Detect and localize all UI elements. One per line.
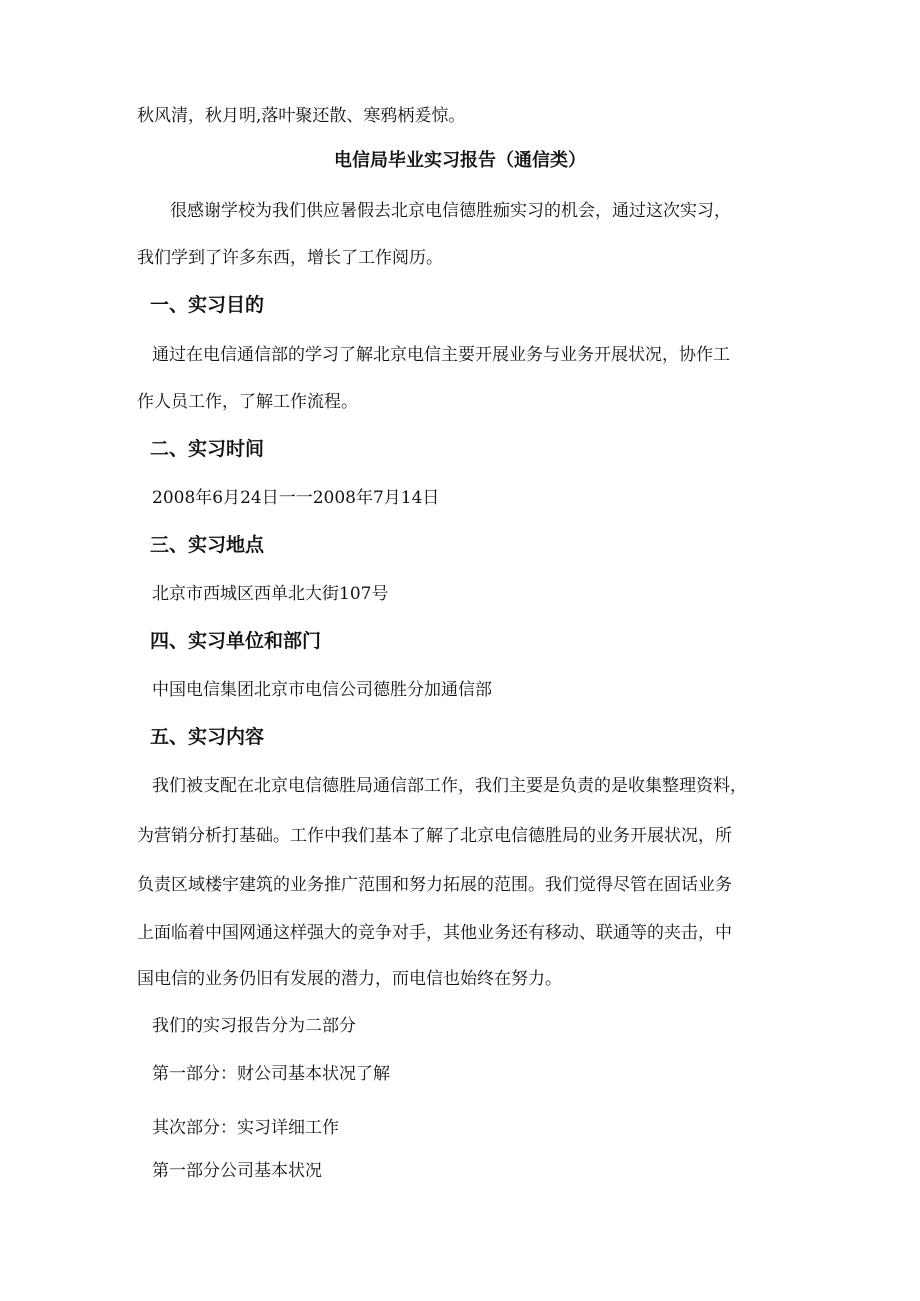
- report-part-1: 第一部分：财公司基本状况了解: [152, 1064, 390, 1084]
- purpose-line-2: 作人员工作，了解工作流程。: [137, 392, 358, 412]
- intro-poem-line: 秋风清，秋月明,落叶聚还散、寒鸦柄爰惊。: [137, 106, 466, 126]
- internship-dates: 2008年6月24日一一2008年7月14日: [152, 488, 440, 508]
- content-line-3: 负责区域楼宇建筑的业务推广范围和努力拓展的范围。我们觉得尽管在固话业务: [137, 875, 732, 895]
- content-line-4: 上面临着中国网通这样强大的竞争对手，其他业务还有移动、联通等的夹击，中: [137, 923, 732, 943]
- content-line-5: 国电信的业务仍旧有发展的潜力，而电信也始终在努力。: [137, 969, 562, 989]
- content-line-1: 我们被支配在北京电信德胜局通信部工作，我们主要是负责的是收集整理资料，: [152, 776, 747, 796]
- section-heading-location: 三、实习地点: [150, 534, 265, 556]
- section-heading-unit: 四、实习单位和部门: [150, 630, 322, 652]
- internship-unit: 中国电信集团北京市电信公司德胜分加通信部: [152, 680, 492, 700]
- section-heading-content: 五、实习内容: [150, 726, 265, 748]
- internship-address: 北京市西城区西单北大街107号: [152, 584, 389, 604]
- thanks-line-2: 我们学到了许多东西，增长了工作阅历。: [137, 248, 443, 268]
- document-title: 电信局毕业实习报告（通信类）: [334, 150, 586, 171]
- part-1-heading: 第一部分公司基本状况: [152, 1161, 322, 1181]
- purpose-line-1: 通过在电信通信部的学习了解北京电信主要开展业务与业务开展状况，协作工: [152, 345, 730, 365]
- report-parts-intro: 我们的实习报告分为二部分: [152, 1016, 356, 1036]
- section-heading-time: 二、实习时间: [150, 438, 265, 460]
- section-heading-purpose: 一、实习目的: [150, 294, 265, 316]
- content-line-2: 为营销分析打基础。工作中我们基本了解了北京电信德胜局的业务开展状况，所: [137, 826, 732, 846]
- thanks-line-1: 很感谢学校为我们供应暑假去北京电信德胜痂实习的机会，通过这次实习，: [170, 201, 731, 221]
- report-part-2: 其次部分：实习详细工作: [152, 1118, 339, 1138]
